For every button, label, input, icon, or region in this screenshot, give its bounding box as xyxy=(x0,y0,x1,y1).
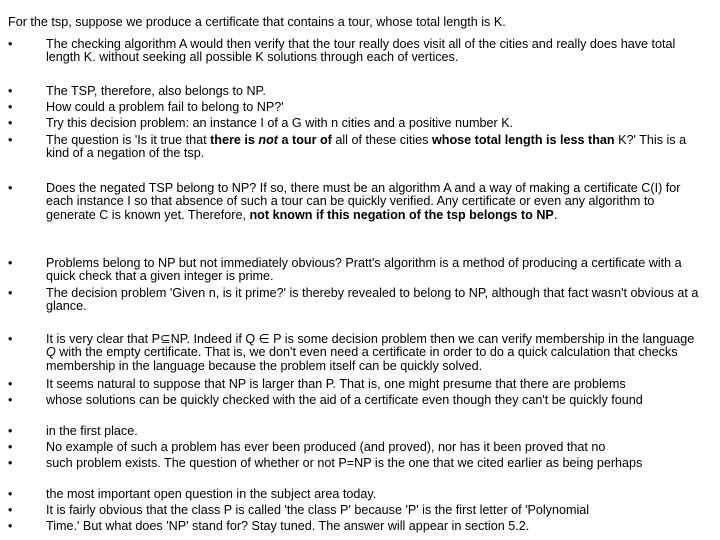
text-run: P is some decision problem then we can verify membership in the language xyxy=(269,332,695,346)
bullet-mark xyxy=(8,182,38,195)
bullet-mark xyxy=(8,504,38,517)
bullet-text: It is fairly obvious that the class P is called 'the class P' because 'P' is the first letter of 'Polynomial xyxy=(46,503,590,517)
bullet-np-meaning xyxy=(8,520,708,533)
bullet-mark xyxy=(8,378,38,391)
intro-line: For the tsp, suppose we produce a certificate that contains a tour, whose total length is K. xyxy=(8,15,506,29)
bullet-text: the most important open question in the subject area today. xyxy=(46,487,377,501)
bullet-mark xyxy=(8,333,38,346)
bullet-open-question xyxy=(8,488,708,501)
text-run: . xyxy=(553,207,558,222)
bullet-p-equals-np xyxy=(8,457,708,470)
italic-q: Q xyxy=(46,345,56,360)
text-run: The question is 'Is it true that xyxy=(46,133,211,147)
bullet-mark xyxy=(8,101,38,114)
bold-text: there is xyxy=(210,133,259,147)
bullet-quick-check xyxy=(8,394,708,407)
bullet-text: It seems natural to suppose that NP is larger than P. That is, one might presume that there are problems xyxy=(46,377,626,391)
bullet-text: The decision problem 'Given n, is it prime?' is thereby revealed to belong to NP, although that fact wasn't obvious at a glance. xyxy=(46,286,699,314)
bold-text: a tour of xyxy=(278,133,332,147)
bullet-mark xyxy=(8,488,38,501)
bullet-text xyxy=(46,134,704,161)
bullet-mark xyxy=(8,394,38,407)
text-run: K?' This is a kind of a negation of the tsp. xyxy=(46,133,687,161)
bullet-np-larger xyxy=(8,378,708,391)
bullet-first-place xyxy=(8,425,708,438)
bold-text: whose total length is less than xyxy=(431,133,615,147)
bullet-text: How could a problem fail to belong to NP?' xyxy=(46,100,284,114)
bullet-decision-problem xyxy=(8,117,708,130)
bullet-mark xyxy=(8,425,38,438)
bullet-text: Try this decision problem: an instance I of a G with n cities and a positive number K. xyxy=(46,116,514,130)
bullet-no-example xyxy=(8,441,708,454)
bullet-text xyxy=(46,333,704,373)
bullet-mark xyxy=(8,38,38,51)
bullet-tsp-in-np xyxy=(8,85,708,98)
text-run: It is very clear that P xyxy=(46,332,161,346)
subset-symbol: ⊆ xyxy=(160,332,171,346)
text-run: NP. Indeed if Q xyxy=(170,332,259,346)
bullet-text: The checking algorithm A would then verify that the tour really does visit all of the cities and really does have total length K. without seeking all possible K solutions through each of vertices. xyxy=(46,37,676,65)
bullet-text: The TSP, therefore, also belongs to NP. xyxy=(46,84,266,98)
bullet-text: Problems belong to NP but not immediately obvious? Pratt's algorithm is a method of producing a certificate with a quick check that a given integer is prime. xyxy=(46,256,682,284)
bullet-mark xyxy=(8,457,38,470)
text-run: with the empty certificate. That is, we don't even need a certificate in order to do a quick calculation that checks membership in the language because the problem itself can be quickly solved. xyxy=(46,345,678,373)
bullet-fail-question xyxy=(8,101,708,114)
bullet-mark xyxy=(8,134,38,147)
bullet-negated-tsp xyxy=(8,182,708,222)
bullet-prime-decision xyxy=(8,287,708,314)
text-run: Does the negated TSP belong to NP? If so, there must be an algorithm A and a way of making a certificate C(I) for each instance I so that absence of such a tour can be quickly verified. Any certificate or even any algorithm to generate C is known yet. Therefore, xyxy=(46,181,681,222)
bullet-mark xyxy=(8,287,38,300)
element-of-symbol: ∈ xyxy=(258,332,270,346)
bullet-mark xyxy=(8,441,38,454)
bullet-text xyxy=(46,182,704,222)
bullet-mark xyxy=(8,85,38,98)
text-run: all of these cities xyxy=(331,133,432,147)
bullet-negation-question xyxy=(8,134,708,161)
bullet-mark xyxy=(8,117,38,130)
bullet-checking-algorithm xyxy=(8,38,708,65)
bullet-text: No example of such a problem has ever been produced (and proved), nor has it been proved that no xyxy=(46,440,606,454)
bullet-pratt-algorithm xyxy=(8,257,708,284)
bullet-text: in the first place. xyxy=(46,424,138,438)
bullet-text: whose solutions can be quickly checked with the aid of a certificate even though they can't be quickly found xyxy=(46,393,643,407)
bullet-text: Time.' But what does 'NP' stand for? Stay tuned. The answer will appear in section 5.2. xyxy=(46,519,530,533)
bullet-class-p xyxy=(8,504,708,517)
bold-italic-not: not xyxy=(258,133,278,147)
bullet-text: such problem exists. The question of whether or not P=NP is the one that we cited earlier as being perhaps xyxy=(46,456,643,470)
bullet-p-subset-np xyxy=(8,333,708,373)
bullet-mark xyxy=(8,257,38,270)
bold-text: not known if this negation of the tsp belongs to NP xyxy=(249,207,554,222)
bullet-mark xyxy=(8,520,38,533)
